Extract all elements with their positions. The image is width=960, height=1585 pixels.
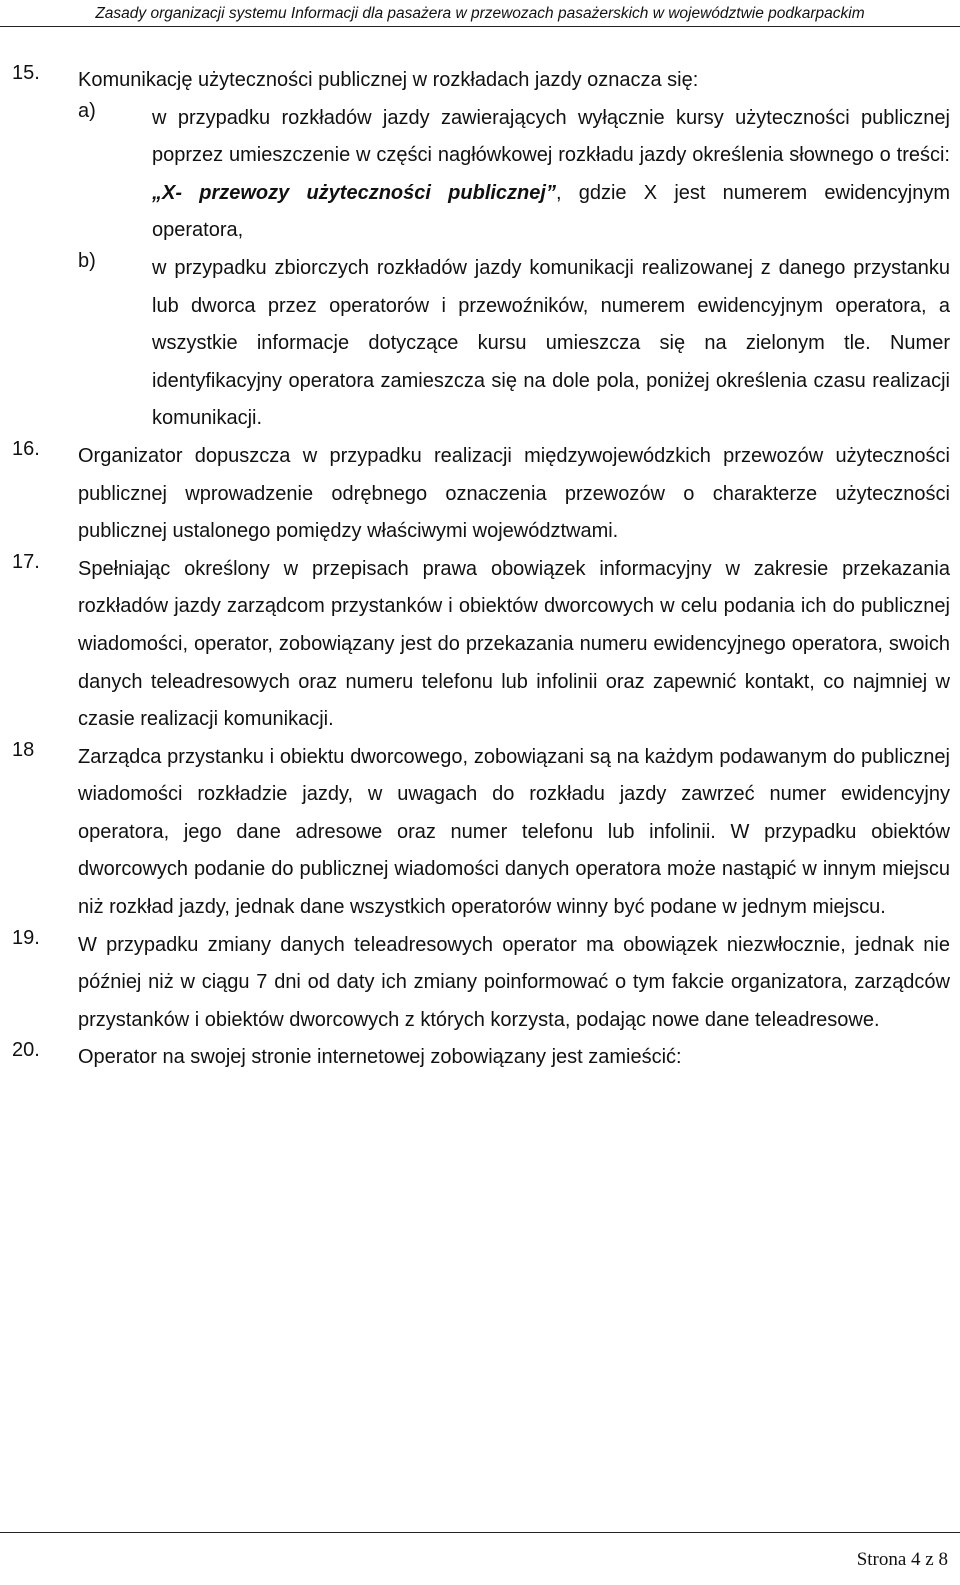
item-text: Komunikację użyteczności publicznej w rozkładach jazdy oznacza się: [78,69,699,91]
header-title: Zasady organizacji systemu Informacji dla pasażera w przewozach pasażerskich w województwie podkarpackim [95,5,865,22]
item-number: 20. [12,1039,40,1062]
item-text: Zarządca przystanku i obiektu dworcowego, zobowiązani są na każdym podawanym do publicznej wiadomości rozkładzie jazdy, w uwagach do rozkładu jazdy zawrzeć numer ewidencyjny operatora, jego dane adresowe oraz numer telefonu lub infolinii. W przypadku obiektów dworcowych podanie do publicznej wiadomości danych operatora może nastąpić w innym miejscu niż rozkład jazdy, jednak dane wszystkich operatorów winny być podane w jednym miejscu. [78,745,950,919]
sub-item-lead: w przypadku zbiorczych rozkładów jazdy komunikacji realizowanej z danego przystanku lub dworca przez operatorów i przewoźników, numerem ewidencyjnym operatora, a wszystkie informacje dotyczące kursu umieszcza się na zielonym tle. Numer identyfikacyjny operatora zamieszcza się na dole pola, poniżej określenia czasu realizacji komunikacji. [152,256,950,430]
sub-item-label: a) [78,99,96,122]
list-item-16 [12,438,950,551]
running-header [0,0,960,40]
sub-item-tail: , gdzie X jest numerem ewidencyjnym operatora, [152,181,950,242]
item-text: Spełniając określony w przepisach prawa obowiązek informacyjny w zakresie przekazania rozkładów jazdy zarządcom przystanków i obiektów dworcowych w celu podania ich do publicznej wiadomości, operator, zobowiązany jest do przekazania numeru ewidencyjnego operatora, swoich danych teleadresowych oraz numeru telefonu lub infolinii oraz zapewnić kontakt, co najmniej w czasie realizacji komunikacji. [78,557,950,731]
list-item-18 [12,739,950,927]
item-number: 15. [12,62,40,84]
sub-item-text [152,100,950,250]
sub-item-a [12,100,950,250]
item-number: 19. [12,926,40,949]
item-text: Organizator dopuszcza w przypadku realizacji międzywojewódzkich przewozów użyteczności publicznej wprowadzenie odrębnego oznaczenia przewozów o charakterze użyteczności publicznej ustalonego pomiędzy właściwymi województwami. [78,444,950,543]
item-number: 18 [12,738,35,761]
list-item-19 [12,927,950,1040]
sub-item-text [152,250,950,438]
document-body [12,62,950,1077]
sub-item-lead: w przypadku rozkładów jazdy zawierających wyłącznie kursy użyteczności publicznej poprzez umieszczenie w części nagłówkowej rozkładu jazdy określenia słownego o treści: [152,106,950,167]
list-item-17 [12,551,950,739]
list-item-15 [12,62,950,438]
list-item-20 [12,1039,950,1077]
item-number: 16. [12,437,40,460]
item-text: Operator na swojej stronie internetowej zobowiązany jest zamieścić: [78,1046,682,1069]
item-number: 17. [12,550,40,573]
sub-item-label: b) [78,249,96,272]
item-text: W przypadku zmiany danych teleadresowych operator ma obowiązek niezwłocznie, jednak nie później niż w ciągu 7 dni od daty ich zmiany poinformować o tym fakcie organizatora, zarządców przystanków i obiektów dworcowych z których korzysta, podając nowe dane teleadresowe. [78,933,950,1031]
page-number: Strona 4 z 8 [856,1549,948,1570]
header-rule [0,26,960,27]
sub-item-b [12,250,950,438]
footer-rule [0,1532,960,1533]
sub-item-emphasis: „X- przewozy użyteczności publicznej” [152,181,556,204]
